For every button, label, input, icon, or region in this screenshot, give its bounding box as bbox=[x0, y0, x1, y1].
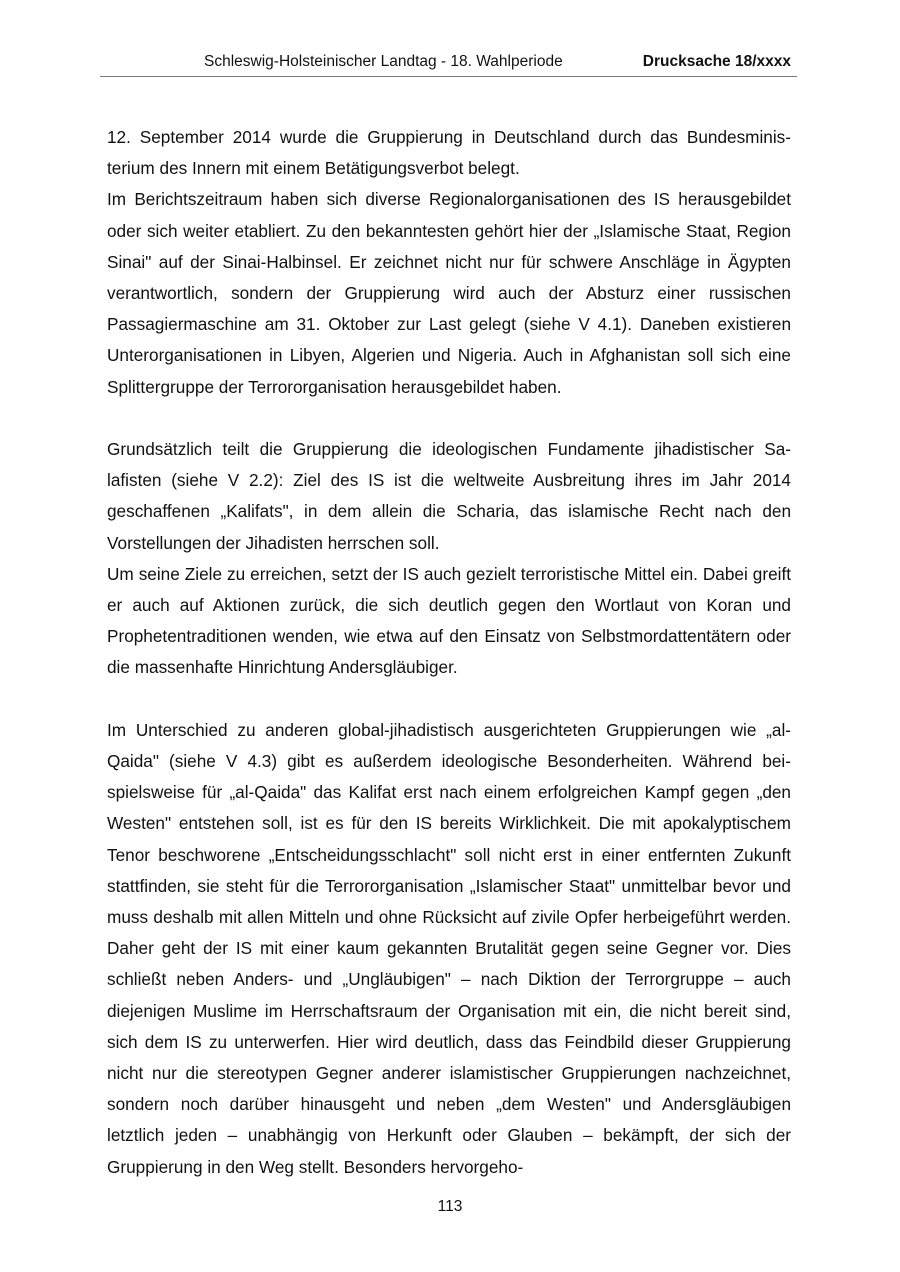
page-header bbox=[100, 52, 797, 77]
paragraph: Im Unterschied zu anderen global-jihadistisch ausgerichteten Gruppierungen wie „al-Qaida" (siehe V 4.3) gibt es außerdem ideologische Besonderheiten. Während beispielsweise für „al-Qaida" das Kalifat erst nach einem erfolgreichen Kampf gegen „den Westen" entstehen soll, ist es für den IS bereits Wirklichkeit. Die mit apokalyptischem Tenor beschworene „Entscheidungsschlacht" soll nicht erst in einer entfernten Zukunft stattfinden, sie steht für die Terrororganisation „Islamischer Staat" unmittelbar bevor und muss deshalb mit allen Mitteln und ohne Rücksicht auf zivile Opfer herbeigeführt werden. Daher geht der IS mit einer kaum gekannten Brutalität gegen seine Gegner vor. Dies schließt neben Anders- und „Ungläubigen" – nach Diktion der Terrorgruppe – auch diejenigen Muslime im Herrschaftsraum der Organisation mit ein, die nicht bereit sind, sich dem IS zu unterwerfen. Hier wird deutlich, dass das Feindbild dieser Gruppierung nicht nur die stereotypen Gegner anderer islamistischer Gruppierungen nachzeichnet, sondern noch darüber hinausgeht und neben „dem Westen" und Andersgläubigen letztlich jeden – unabhängig von Herkunft oder Glauben – bekämpft, der sich der Gruppierung in den Weg stellt. Besonders hervorgeho- bbox=[107, 719, 791, 1177]
document-reference: Drucksache 18/xxxx bbox=[642, 53, 791, 70]
paragraph: Grundsätzlich teilt die Gruppierung die ideologischen Fundamente jihadistischer Salafisten (siehe V 2.2): Ziel des IS ist die weltweite Ausbreitung ihres im Jahr 2014 geschaffenen „Kalifats", in dem allein die Scharia, das islamische Recht nach den Vorstellungen der Jihadisten herrschen soll. bbox=[107, 439, 791, 553]
header-title: Schleswig-Holsteinischer Landtag - 18. Wahlperiode bbox=[204, 53, 563, 70]
page-number: 113 bbox=[437, 1198, 463, 1215]
paragraph: Im Berichtszeitraum haben sich diverse Regionalorganisationen des IS herausgebildet oder sich weiter etabliert. Zu den bekanntesten gehört hier der „Islamische Staat, Region Sinai" auf der Sinai-Halbinsel. Er zeichnet nicht nur für schwere Anschläge in Ägypten verantwortlich, sondern der Gruppierung wird auch der Absturz einer russischen Passagiermaschine am 31. Oktober zur Last gelegt (siehe V 4.1). Daneben existieren Unterorganisationen in Libyen, Algerien und Nigeria. Auch in Afghanistan soll sich eine Splittergruppe der Terrororganisation herausgebildet haben. bbox=[107, 189, 791, 397]
body-text bbox=[107, 122, 791, 1183]
paragraph: 12. September 2014 wurde die Gruppierung in Deutschland durch das Bundesministerium des Innern mit einem Betätigungsverbot belegt. bbox=[107, 127, 791, 179]
paragraph: Um seine Ziele zu erreichen, setzt der IS auch gezielt terroristische Mittel ein. Dabei greift er auch auf Aktionen zurück, die sich deutlich gegen den Wortlaut von Koran und Prophetentraditionen wenden, wie etwa auf den Einsatz von Selbstmordattentätern oder die massenhafte Hinrichtung Andersgläubiger. bbox=[107, 563, 791, 678]
